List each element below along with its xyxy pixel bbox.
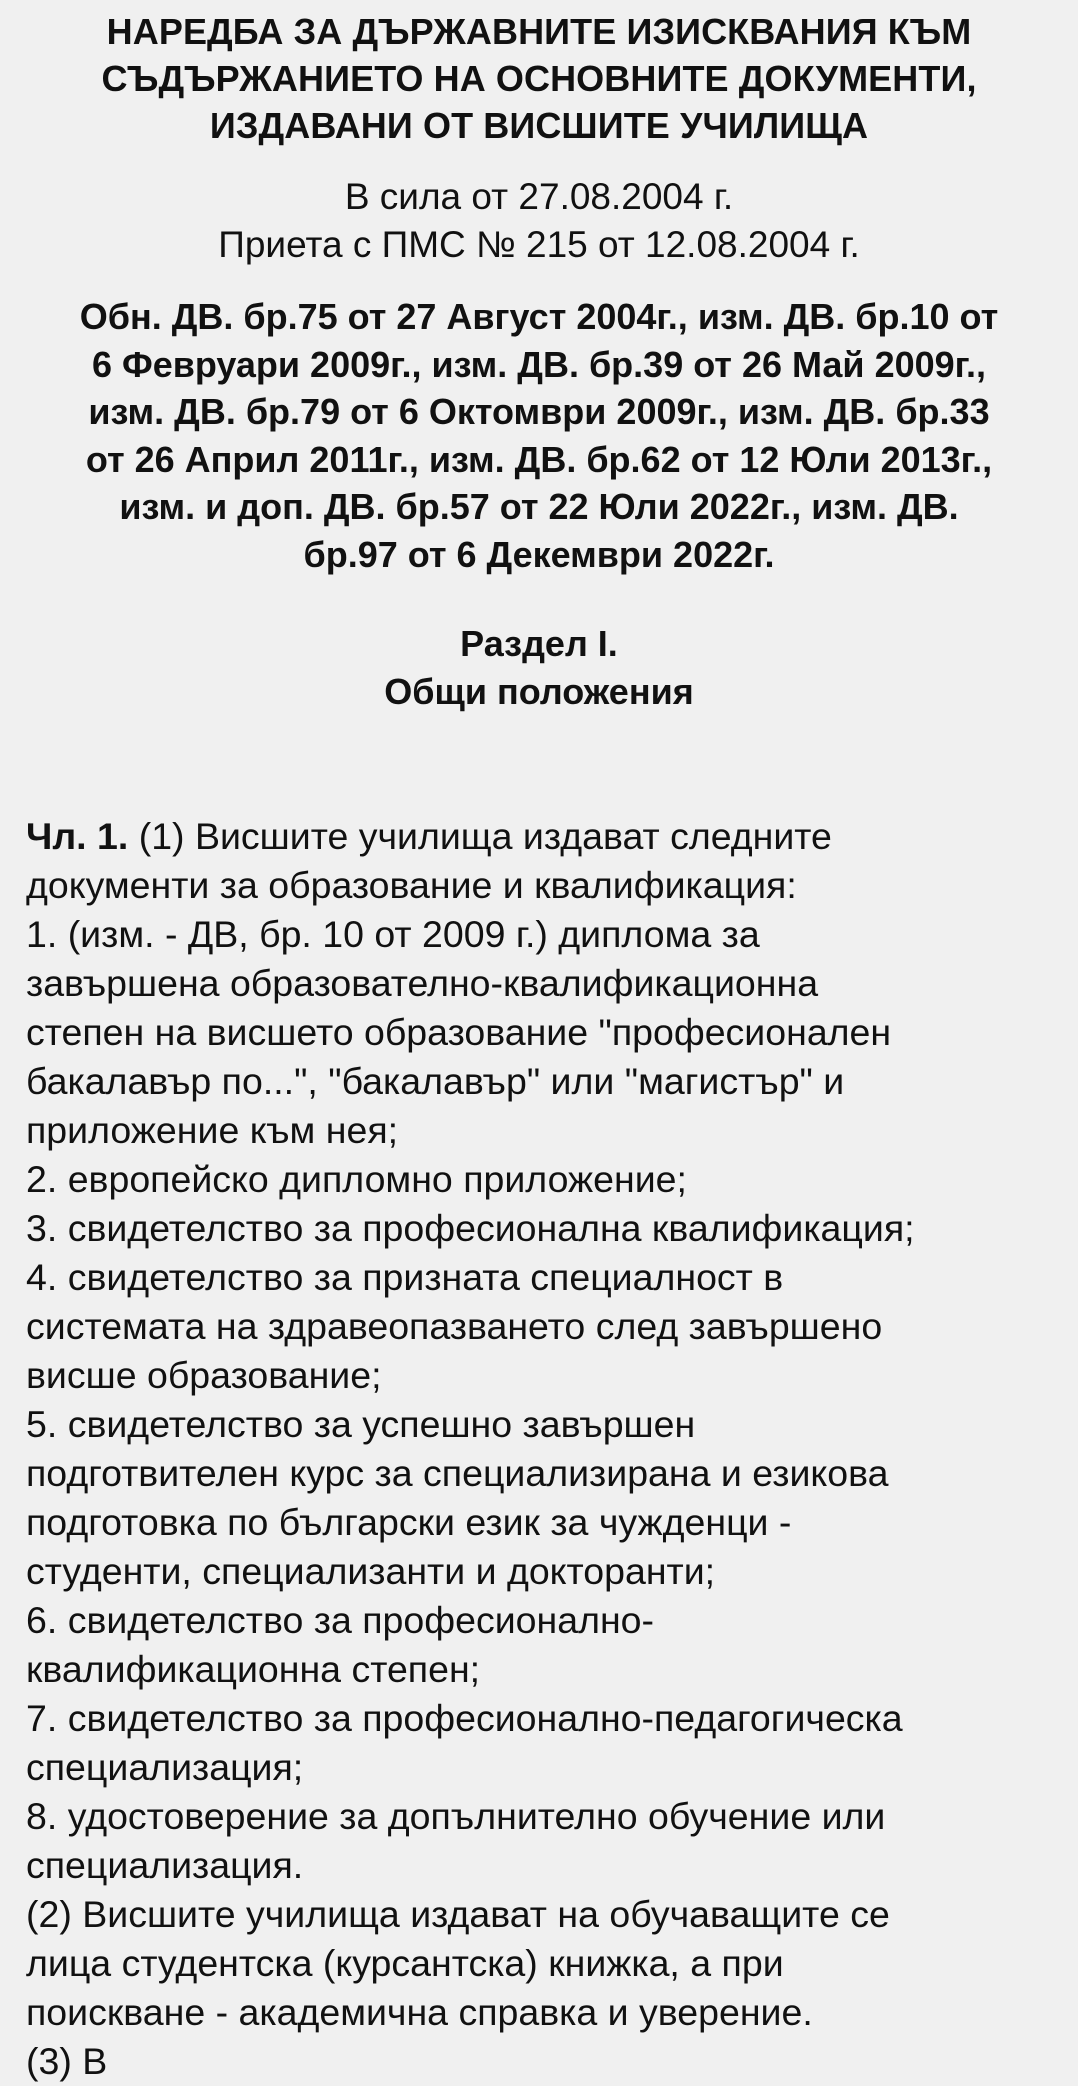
article-line: квалификационна степен;	[26, 1648, 481, 1690]
article-first-line	[26, 812, 1052, 861]
effective-info	[26, 173, 1052, 269]
publication-line: бр.97 от 6 Декември 2022г.	[303, 533, 775, 575]
article-line: бакалавър по...", "бакалавър" или "магистър" и	[26, 1060, 845, 1102]
publication-line: от 26 Април 2011г., изм. ДВ. бр.62 от 12 Юли 2013г.,	[85, 438, 993, 480]
article-line: (2) Висшите училища издават на обучаващите се	[26, 1893, 890, 1935]
article-line: специализация;	[26, 1746, 304, 1788]
adoption-info: Приета с ПМС № 215 от 12.08.2004 г.	[218, 224, 860, 265]
section-number: Раздел I.	[460, 623, 618, 664]
article-line: (3) В	[26, 2040, 108, 2082]
article-line: 8. удостоверение за допълнително обучение или	[26, 1795, 886, 1837]
article-line: 3. свидетелство за професионална квалификация;	[26, 1207, 915, 1249]
title-line: СЪДЪРЖАНИЕТО НА ОСНОВНИТЕ ДОКУМЕНТИ,	[101, 58, 977, 99]
section-title: Общи положения	[384, 671, 694, 712]
title-line: ИЗДАВАНИ ОТ ВИСШИТЕ УЧИЛИЩА	[209, 105, 869, 146]
in-force-date: В сила от 27.08.2004 г.	[344, 176, 734, 217]
article-line: лица студентска (курсантска) книжка, а при	[26, 1942, 784, 1984]
publication-history	[26, 293, 1052, 578]
title-line: НАРЕДБА ЗА ДЪРЖАВНИТЕ ИЗИСКВАНИЯ КЪМ	[106, 11, 972, 52]
article-line: системата на здравеопазването след завършено	[26, 1305, 883, 1347]
article-line: 1. (изм. - ДВ, бр. 10 от 2009 г.) диплома за	[26, 913, 760, 955]
article-line: 6. свидетелство за професионално-	[26, 1599, 654, 1641]
article-line: приложение към нея;	[26, 1109, 399, 1151]
article-line: 5. свидетелство за успешно завършен	[26, 1403, 696, 1445]
publication-line: изм. и доп. ДВ. бр.57 от 22 Юли 2022г., изм. ДВ.	[119, 486, 959, 527]
article-label: Чл. 1.	[26, 815, 129, 857]
publication-line: изм. ДВ. бр.79 от 6 Октомври 2009г., изм. ДВ. бр.33	[88, 391, 990, 432]
document-page	[0, 8, 1078, 2082]
article-line: подготвителен курс за специализирана и езикова	[26, 1452, 889, 1494]
article-line: 7. свидетелство за професионално-педагогическа	[26, 1697, 903, 1739]
article-line: висше образование;	[26, 1354, 382, 1396]
article-line: поискване - академична справка и уверение.	[26, 1991, 813, 2033]
article-line: подготовка по български език за чужденци -	[26, 1501, 792, 1543]
article-line: 4. свидетелство за призната специалност в	[26, 1256, 784, 1298]
publication-line: Обн. ДВ. бр.75 от 27 Август 2004г., изм. ДВ. бр.10 от	[79, 296, 999, 337]
article-line: степен на висшето образование "професионален	[26, 1011, 892, 1053]
article-line: документи за образование и квалификация:	[26, 864, 797, 906]
article-line: специализация.	[26, 1844, 304, 1886]
article-line: студенти, специализанти и докторанти;	[26, 1550, 716, 1592]
publication-line: 6 Февруари 2009г., изм. ДВ. бр.39 от 26 Май 2009г.,	[91, 343, 987, 385]
section-heading	[26, 620, 1052, 716]
article-line: 2. европейско дипломно приложение;	[26, 1158, 687, 1200]
document-title	[26, 8, 1052, 149]
article-text: (1) Висшите училища издават следните	[128, 815, 832, 857]
article-line: завършена образователно-квалификационна	[26, 962, 819, 1004]
article-1	[26, 812, 1052, 2086]
